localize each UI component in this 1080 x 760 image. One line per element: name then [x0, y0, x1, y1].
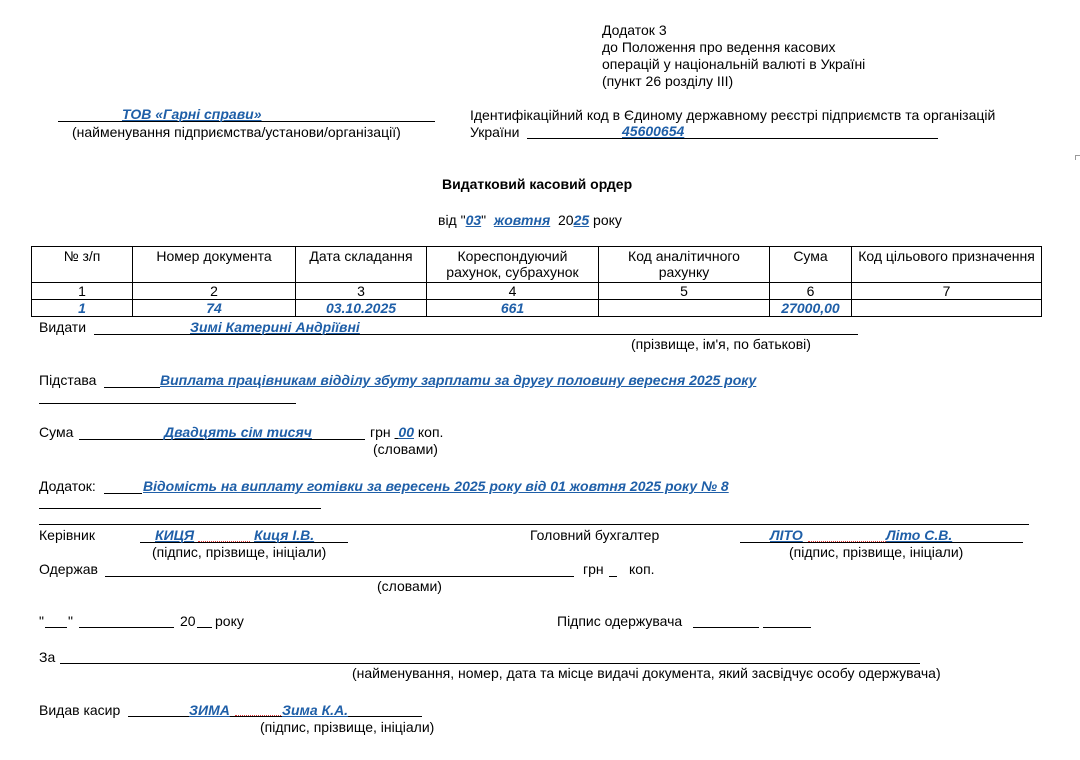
- amount-grn: грн: [370, 424, 391, 440]
- cashier-spell-mark: [235, 715, 281, 716]
- id-code-value: 45600654: [622, 123, 685, 139]
- date-year-prefix: 20: [557, 212, 574, 228]
- head-caption: (підпис, прізвище, ініціали): [152, 544, 327, 560]
- issue-label: Видати: [39, 319, 87, 335]
- table-header: № з/п: [32, 247, 133, 283]
- recipient-signature-label: Підпис одержувача: [557, 613, 683, 629]
- table-cell: 5: [599, 283, 770, 300]
- attachment-line-2: [39, 508, 321, 509]
- received-kop: коп.: [629, 561, 655, 577]
- attachment-label: Додаток:: [39, 478, 96, 494]
- issue-caption: (прізвище, ім'я, по батькові): [631, 336, 811, 352]
- appendix-line-3: операцій у національній валюті в Україні: [602, 56, 866, 72]
- received-year-word: року: [215, 613, 244, 629]
- received-caption: (словами): [377, 578, 442, 594]
- id-code-label: Ідентифікаційний код в Єдиному державному реєстрі підприємств та організацій: [470, 107, 996, 123]
- cashier-label: Видав касир: [39, 702, 121, 718]
- date-month: жовтня: [493, 212, 551, 228]
- table-row: [32, 300, 1042, 317]
- table-cell-account: 661: [427, 300, 599, 317]
- head-signature: КИЦЯ: [155, 527, 195, 543]
- appendix-line-4: (пункт 26 розділу ІІІ): [602, 73, 734, 89]
- received-grn: грн: [583, 561, 604, 577]
- amount-kop-label: коп.: [417, 424, 444, 440]
- head-name: Киця І.В.: [254, 527, 315, 543]
- table-cell: 4: [427, 283, 599, 300]
- table-cell: 6: [770, 283, 852, 300]
- document-title: Видатковий касовий ордер: [442, 176, 633, 192]
- table-cell-date: 03.10.2025: [296, 300, 427, 317]
- basis-line-2: [39, 403, 296, 404]
- table-header: Сума: [770, 247, 852, 283]
- received-year-prefix: 20: [180, 613, 196, 629]
- separator-line: [39, 524, 1029, 525]
- table-cell-sum: 27000,00: [770, 300, 852, 317]
- accountant-spell-mark: [808, 541, 886, 542]
- received-label: Одержав: [39, 561, 98, 577]
- amount-caption: (словами): [373, 441, 438, 457]
- org-name-caption: (найменування підприємства/установи/організації): [72, 124, 401, 140]
- recipient-signature-line-2: [763, 627, 811, 628]
- head-label: Керівник: [39, 527, 95, 543]
- received-kop-line: [609, 576, 617, 577]
- order-table: [31, 246, 1042, 317]
- basis-text: Виплата працівникам відділу збуту зарплати за другу половину вересня 2025 року: [160, 372, 757, 388]
- attachment-text: Відомість на виплату готівки за вересень 2025 року від 01 жовтня 2025 року № 8: [143, 478, 729, 494]
- table-header: Код аналітичного рахунку: [599, 247, 770, 283]
- by-doc-label: За: [39, 649, 56, 665]
- org-name: ТОВ «Гарні справи»: [122, 106, 262, 122]
- cashier-name: Зима К.А.: [282, 702, 349, 718]
- appendix-line-2: до Положення про ведення касових: [602, 39, 836, 55]
- table-cell-doc-number: 74: [133, 300, 296, 317]
- table-header-row: [32, 247, 1042, 283]
- amount-label: Сума: [39, 424, 74, 440]
- attachment-line: [104, 493, 142, 494]
- date-mid: ": [481, 212, 487, 228]
- date-year-word: року: [593, 212, 622, 228]
- appendix-line-1: Додаток 3: [602, 22, 667, 38]
- id-code-label-2: України: [470, 124, 520, 140]
- amount-words: Двадцять сім тисяч: [164, 424, 312, 440]
- accountant-name: Літо С.В.: [886, 527, 953, 543]
- cashier-line: [128, 716, 422, 717]
- table-number-row: [32, 283, 1042, 300]
- accountant-label: Головний бухгалтер: [530, 527, 660, 543]
- order-date: [438, 212, 622, 228]
- amount-kop-value: 00: [398, 424, 414, 440]
- head-spell-mark: [198, 541, 250, 542]
- accountant-caption: (підпис, прізвище, ініціали): [789, 544, 964, 560]
- table-cell: 2: [133, 283, 296, 300]
- basis-label: Підстава: [39, 372, 97, 388]
- table-header: Дата складання: [296, 247, 427, 283]
- received-line: [105, 576, 574, 577]
- table-header: Код цільового призначення: [852, 247, 1042, 283]
- table-cell: 1: [32, 283, 133, 300]
- table-cell-purpose: [852, 300, 1042, 317]
- received-month-line: [79, 627, 174, 628]
- table-cell: 3: [296, 283, 427, 300]
- page-corner-mark: [1075, 155, 1080, 160]
- basis-line: [104, 387, 160, 388]
- accountant-signature: ЛІТО: [770, 527, 803, 543]
- received-year-line: [197, 627, 212, 628]
- by-doc-caption: (найменування, номер, дата та місце видачі документа, який засвідчує особу одержувача): [352, 665, 941, 681]
- table-cell-analytic: [599, 300, 770, 317]
- amount-kop: [370, 424, 443, 440]
- recipient-signature-line: [693, 627, 759, 628]
- issue-recipient: Зимі Катерині Андріївні: [190, 319, 360, 335]
- table-cell: 7: [852, 283, 1042, 300]
- received-day-line: [45, 627, 67, 628]
- by-doc-line: [60, 663, 920, 664]
- date-year-suffix: 25: [573, 212, 590, 228]
- id-code-line: [527, 138, 938, 139]
- table-header: Номер документа: [133, 247, 296, 283]
- cashier-signature: ЗИМА: [189, 702, 230, 718]
- received-date-open: ": [39, 613, 44, 629]
- table-cell-number: 1: [32, 300, 133, 317]
- cashier-caption: (підпис, прізвище, ініціали): [260, 719, 435, 735]
- date-prefix: від ": [438, 212, 466, 228]
- table-header: Кореспондуючий рахунок, субрахунок: [427, 247, 599, 283]
- date-day: 03: [465, 212, 482, 228]
- received-date-close: ": [68, 613, 73, 629]
